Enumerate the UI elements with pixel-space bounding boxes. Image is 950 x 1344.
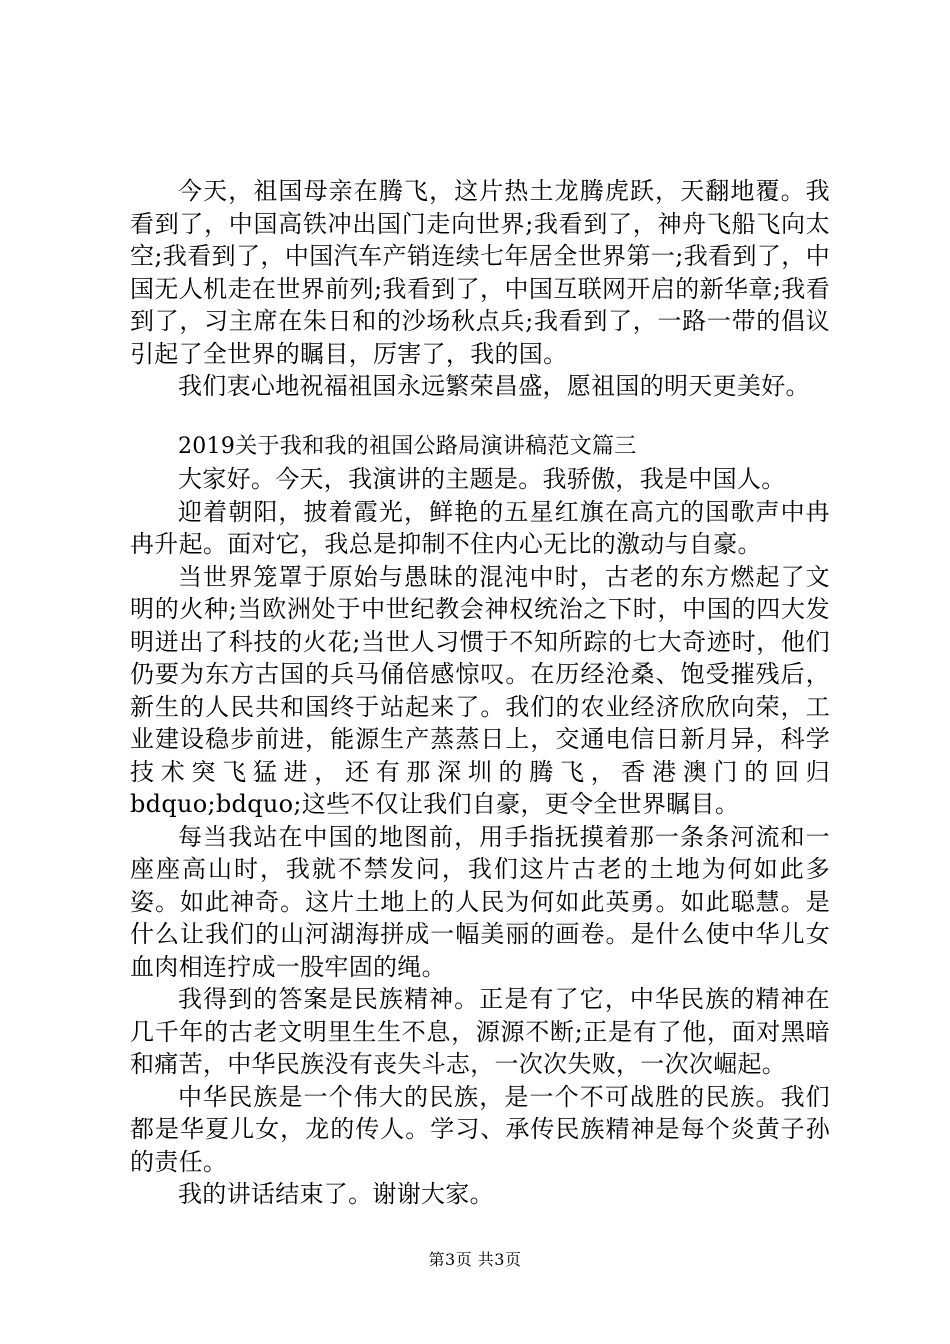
paragraph: 当世界笼罩于原始与愚昧的混沌中时，古老的东方燃起了文明的火种;当欧洲处于中世纪教会神权统治之下时，中国的四大发明迸出了科技的火花;当世人习惯于不知所踪的七大奇迹时，他们仍要为东方古国的兵马俑倍感惊叹。在历经沧桑、饱受摧残后，新生的人民共和国终于站起来了。我们的农业经济欣欣向荣，工业建设稳步前进，能源生产蒸蒸日上，交通电信日新月异，科学技术突飞猛进，还有那深圳的腾飞，香港澳门的回归bdquo;bdquo;这些不仅让我们自豪，更令全世界瞩目。 [130,562,830,818]
section-spacer [130,403,830,431]
paragraph: 大家好。今天，我演讲的主题是。我骄傲，我是中国人。 [178,465,786,493]
paragraph: 中华民族是一个伟大的民族，是一个不可战胜的民族。我们都是华夏儿女，龙的传人。学习、承传民族精神是每个炎黄子孙的责任。 [130,1082,830,1176]
page-footer [0,1247,950,1270]
paragraph: 每当我站在中国的地图前，用手指抚摸着那一条条河流和一座座高山时，我就不禁发问，我们这片古老的土地为何如此多姿。如此神奇。这片土地上的人民为何如此英勇。如此聪慧。是什么让我们的山河湖海拼成一幅美丽的画卷。是什么使中华儿女血肉相连拧成一股牢固的绳。 [130,822,830,981]
paragraph: 我们衷心地祝福祖国永远繁荣昌盛，愿祖国的明天更美好。 [178,372,810,400]
section-heading: 2019关于我和我的祖国公路局演讲稿范文篇三 [178,433,637,459]
paragraph: 迎着朝阳，披着霞光，鲜艳的五星红旗在高亢的国歌声中冉冉升起。面对它，我总是抑制不住内心无比的激动与自豪。 [130,497,830,558]
paragraph: 我得到的答案是民族精神。正是有了它，中华民族的精神在几千年的古老文明里生生不息，源源不断;正是有了他，面对黑暗和痛苦，中华民族没有丧失斗志，一次次失败，一次次崛起。 [130,985,830,1078]
paragraph: 今天，祖国母亲在腾飞，这片热土龙腾虎跃，天翻地覆。我看到了，中国高铁冲出国门走向世界;我看到了，神舟飞船飞向太空;我看到了，中国汽车产销连续七年居全世界第一;我看到了，中国无人机走在世界前列;我看到了，中国互联网开启的新华章;我看到了，习主席在朱日和的沙场秋点兵;我看到了，一路一带的倡议引起了全世界的瞩目，厉害了，我的国。 [130,177,830,368]
document-body [130,175,830,1211]
page-number: 第3页 共3页 [428,1250,522,1269]
paragraph: 我的讲话结束了。谢谢大家。 [178,1180,494,1208]
